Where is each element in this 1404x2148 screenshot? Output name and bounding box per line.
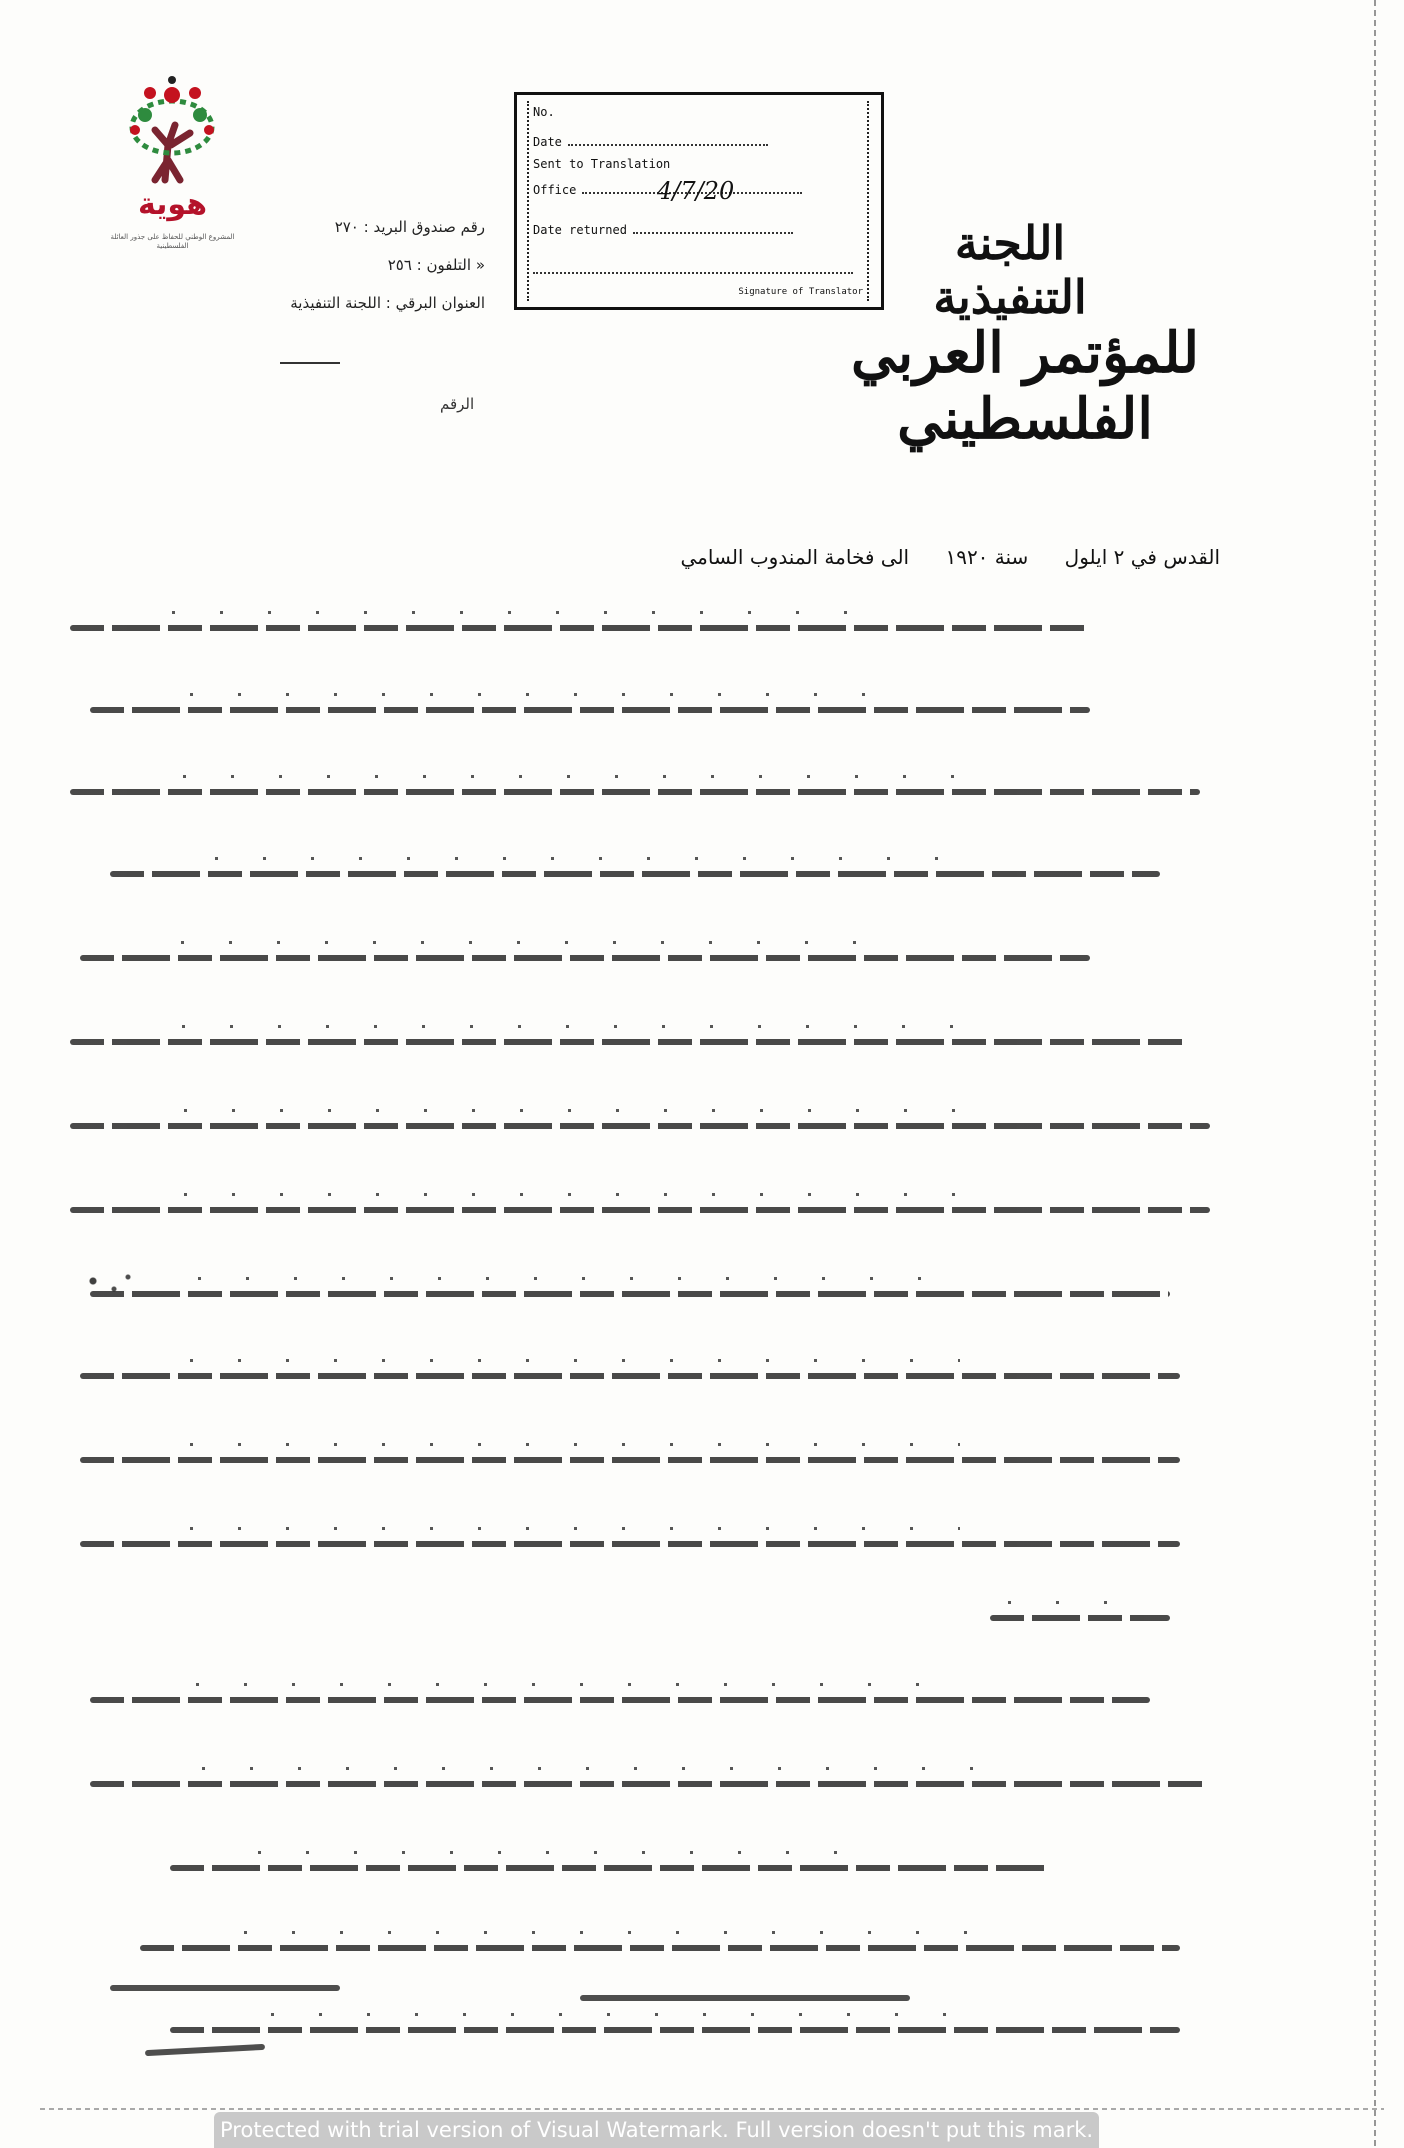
dateline-addressee: الى فخامة المندوب السامي (680, 545, 910, 569)
handwritten-line (70, 1039, 1190, 1045)
translation-stamp (514, 92, 884, 310)
handwritten-line (90, 707, 1090, 713)
handwritten-line (110, 871, 1160, 877)
handwritten-line (80, 1373, 1180, 1379)
signature-stroke (145, 2044, 265, 2056)
watermark-banner: Protected with trial version of Visual Watermark. Full version doesn't put this mark. (214, 2112, 1099, 2148)
handwritten-line (90, 1781, 1210, 1787)
handwritten-line (80, 1541, 1180, 1547)
dateline (580, 545, 1220, 569)
telegraph-line: العنوان البرقي : اللجنة التنفيذية (290, 294, 485, 312)
handwritten-line (90, 1697, 1150, 1703)
letterhead-title-line2: للمؤتمر العربي الفلسطيني (850, 320, 1200, 452)
stamp-handwritten-date: 4/7/20 (657, 177, 735, 205)
stamp-no: No. (533, 105, 555, 119)
handwritten-line (140, 1945, 1180, 1951)
handwritten-line (80, 955, 1090, 961)
stamp-date: Date (533, 135, 869, 149)
page-edge-bottom (40, 2108, 1384, 2110)
signature-stroke (110, 1985, 340, 1991)
dateline-year: سنة ١٩٢٠ (945, 545, 1029, 569)
po-box-line: رقم صندوق البريد : ٢٧٠ (334, 218, 485, 236)
closing-handwritten-line (580, 1995, 910, 2001)
stamp-blank-line (533, 263, 869, 277)
stamp-office: Office (533, 183, 869, 197)
handwritten-line (80, 1457, 1180, 1463)
stamp-sent: Sent to Translation (533, 157, 671, 171)
logo-wordmark: هوية (137, 187, 208, 222)
ink-blot (72, 1265, 142, 1305)
stamp-date-returned: Date returned (533, 223, 869, 237)
letterhead-title-line1: اللجنة التنفيذية (933, 216, 1087, 324)
handwritten-line (70, 625, 1090, 631)
handwritten-line (90, 1291, 1170, 1297)
secretary-signature (110, 1985, 350, 2095)
handwritten-line (70, 789, 1200, 795)
handwritten-line (990, 1615, 1170, 1621)
handwritten-line (70, 1207, 1210, 1213)
reference-label: الرقم (440, 395, 475, 413)
tree-icon (105, 75, 240, 185)
phone-line: « التلفون : ٢٥٦ (387, 256, 485, 274)
contact-divider (280, 362, 340, 364)
handwritten-line (70, 1123, 1210, 1129)
contact-block (200, 218, 485, 332)
dateline-place: القدس في ٢ ايلول (1064, 545, 1220, 569)
page-edge-right (1374, 0, 1376, 2148)
handwritten-line (170, 1865, 1050, 1871)
logo-subtitle: المشروع الوطني للحفاظ على جذور العائلة الفلسطينية (110, 233, 235, 250)
stamp-signature-label: Signature of Translator (738, 287, 863, 297)
